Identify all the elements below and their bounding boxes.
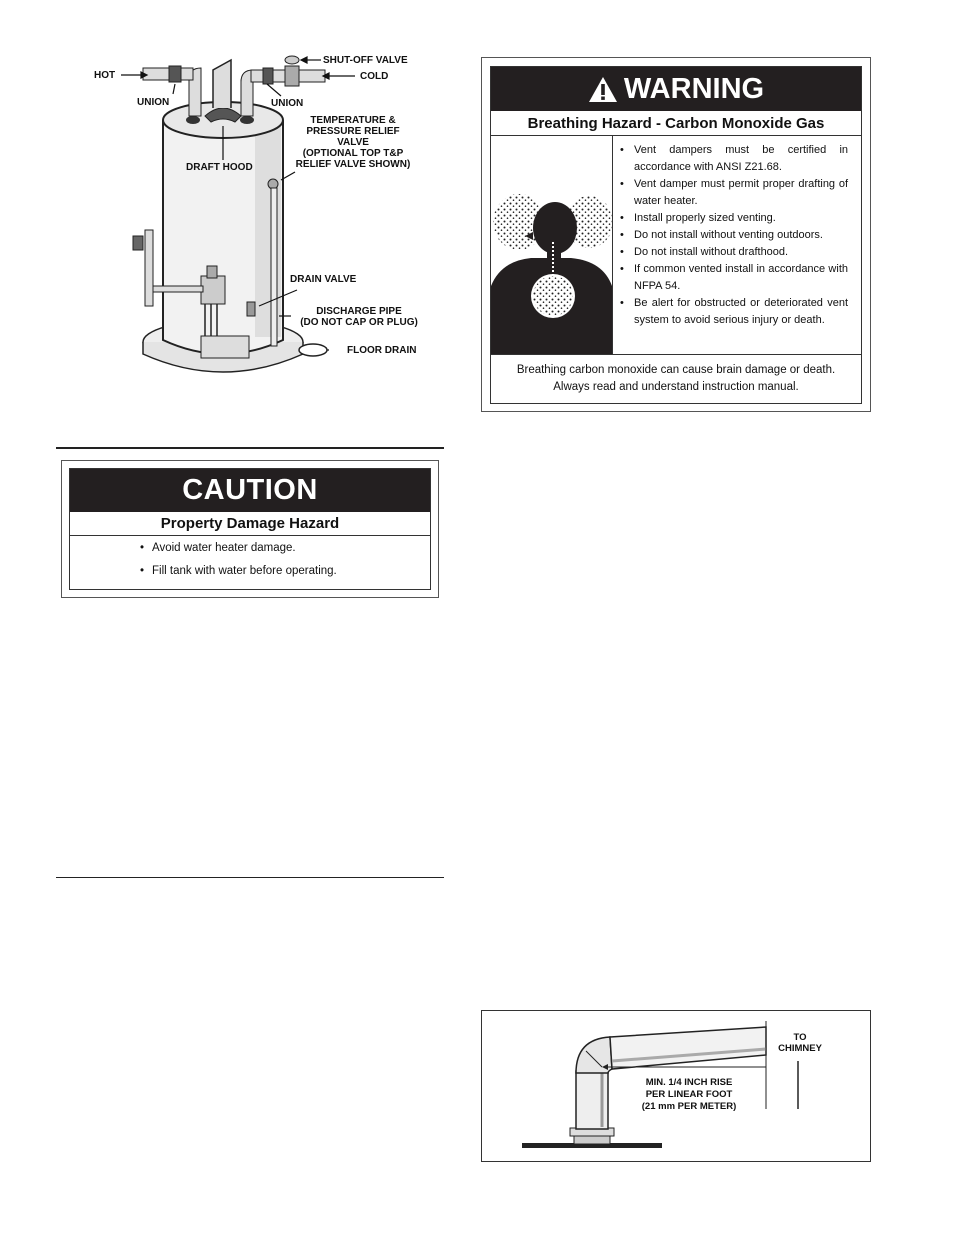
warning-subtitle: Breathing Hazard - Carbon Monoxide Gas xyxy=(491,111,861,136)
to-chimney-line-1: TO xyxy=(793,1032,807,1043)
caution-header: CAUTION xyxy=(70,469,430,512)
tp-relief-line-5: RELIEF VALVE SHOWN) xyxy=(295,159,411,170)
union-left-label: UNION xyxy=(137,97,170,108)
water-heater-figure xyxy=(85,50,445,390)
cold-label: COLD xyxy=(360,71,389,82)
vent-pipe-figure xyxy=(481,1010,871,1162)
caution-item: • Avoid water heater damage. xyxy=(140,542,430,554)
union-right-label: UNION xyxy=(271,98,304,109)
warning-footer-line-1: Breathing carbon monoxide can cause brain damage or death. xyxy=(516,364,836,376)
warning-header-text: WARNING xyxy=(623,72,765,105)
to-chimney-label xyxy=(775,1032,825,1054)
discharge-pipe-line-2: (DO NOT CAP OR PLUG) xyxy=(300,317,418,328)
warning-body xyxy=(491,136,861,355)
warning-item: • Vent dampers must be certified in accordance with ANSI Z21.68. xyxy=(620,142,848,176)
min-rise-label xyxy=(634,1077,744,1113)
to-chimney-line-2: CHIMNEY xyxy=(778,1043,822,1054)
caution-label-inner xyxy=(69,468,431,590)
floor-drain-label: FLOOR DRAIN xyxy=(347,345,417,356)
warning-item: • Install properly sized venting. xyxy=(620,210,848,227)
warning-label xyxy=(481,57,871,412)
warning-item: • Vent damper must permit proper drafting of water heater. xyxy=(620,176,848,210)
caution-item: • Fill tank with water before operating. xyxy=(140,565,430,577)
min-rise-line-3: (21 mm PER METER) xyxy=(641,1101,737,1112)
caution-subtitle: Property Damage Hazard xyxy=(70,512,430,536)
caution-list xyxy=(70,536,430,577)
tp-relief-line-1: TEMPERATURE & xyxy=(310,115,396,126)
min-rise-line-1: MIN. 1/4 INCH RISE xyxy=(645,1077,733,1088)
warning-header xyxy=(491,67,861,111)
draft-hood-label: DRAFT HOOD xyxy=(186,162,253,173)
carbon-monoxide-pictogram xyxy=(491,136,613,354)
caution-label xyxy=(61,460,439,598)
warning-list xyxy=(620,142,848,329)
tp-relief-line-4: (OPTIONAL TOP T&P xyxy=(302,148,404,159)
drain-valve-label: DRAIN VALVE xyxy=(290,274,357,285)
warning-item: • If common vented install in accordance with NFPA 54. xyxy=(620,261,848,295)
section-divider-top xyxy=(56,447,444,449)
hot-label: HOT xyxy=(94,70,116,81)
warning-item: • Be alert for obstructed or deteriorated vent system to avoid serious injury or death. xyxy=(620,295,848,329)
discharge-pipe-label xyxy=(289,306,429,328)
tp-relief-line-2: PRESSURE RELIEF xyxy=(306,126,400,137)
tp-relief-valve-label xyxy=(277,115,429,170)
warning-footer-line-2: Always read and understand instruction manual. xyxy=(553,381,799,393)
discharge-pipe-line-1: DISCHARGE PIPE xyxy=(316,306,402,317)
warning-label-inner xyxy=(490,66,862,404)
warning-footer xyxy=(491,362,861,396)
warning-item: • Do not install without drafthood. xyxy=(620,244,848,261)
warning-triangle-icon xyxy=(588,76,618,103)
warning-item: • Do not install without venting outdoors. xyxy=(620,227,848,244)
shut-off-valve-label: SHUT-OFF VALVE xyxy=(323,55,408,66)
min-rise-line-2: PER LINEAR FOOT xyxy=(645,1089,733,1100)
tp-relief-line-3: VALVE xyxy=(337,137,369,148)
section-divider-bottom xyxy=(56,877,444,878)
person-breathing-gas-icon xyxy=(491,136,612,354)
